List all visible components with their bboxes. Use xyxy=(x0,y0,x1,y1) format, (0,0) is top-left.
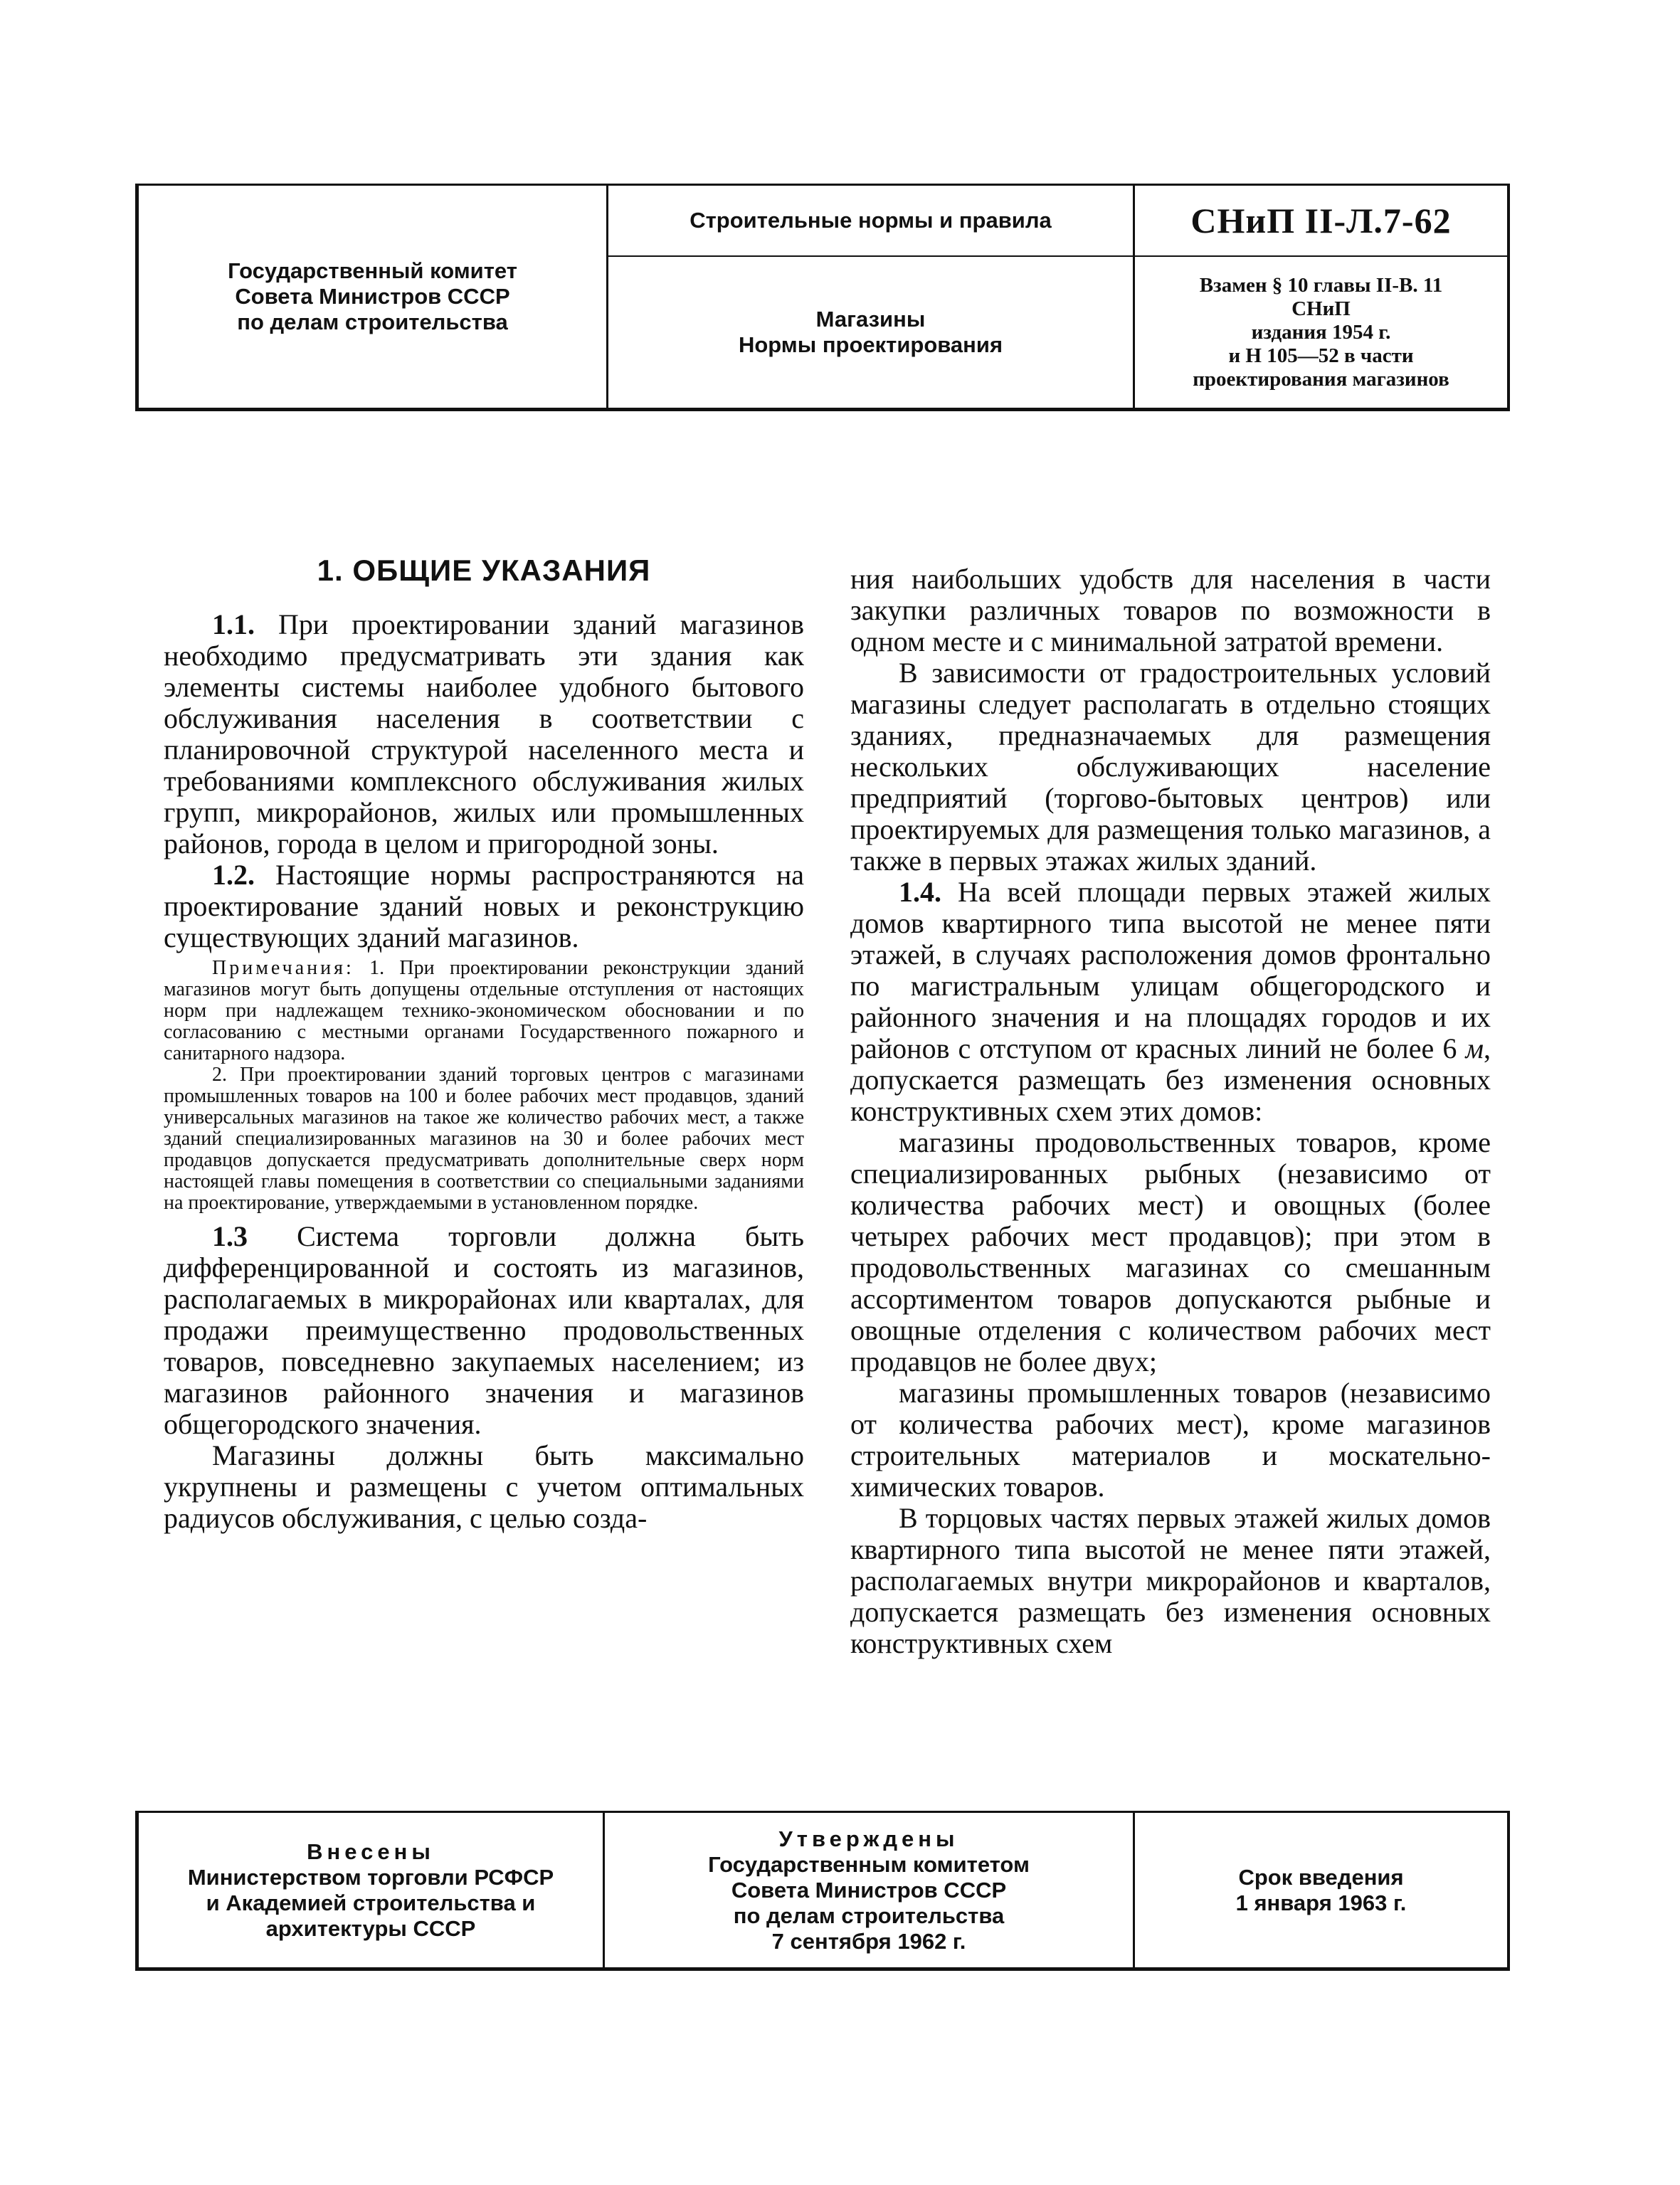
list-item-industrial-stores: магазины промышленных товаров (независимо от количества рабочих мест), кроме магазинов строительных материалов и москательно-химических товаров. xyxy=(850,1377,1491,1503)
approved-block xyxy=(708,1826,1030,1954)
clause-1-3 xyxy=(164,1221,804,1440)
replaces-note: Взамен § 10 главы II-В. 11 СНиП издания 1954 г. и Н 105—52 в части проектирования магазинов xyxy=(1193,273,1449,391)
clause-text: При проектировании зданий магазинов необходимо предусматривать эти здания как элементы системы наиболее удобного бытового обслуживания населения в соответствии с планировочной структурой населенного места и требованиями комплексного обслуживания жилых групп, микрорайонов, жилых или промышленных районов, города в целом и пригородной зоны. xyxy=(164,608,804,859)
introduced-cell xyxy=(139,1813,605,1967)
note-2: 2. При проектировании зданий торговых центров с магазинами промышленных товаров на 100 и более рабочих мест продавцов, зданий универсальных магазинов на такое же количество рабочих мест, а также зданий специализированных магазинов на 30 и более рабочих мест продавцов допускается предусматривать дополнительные сверх норм настоящей главы помещения в соответствии со специальными заданиями на проектирование, утверждаемыми в установленном порядке. xyxy=(164,1064,804,1214)
paragraph: Магазины должны быть максимально укрупнены и размещены с учетом оптимальных радиусов обслуживания, с целью созда- xyxy=(164,1439,804,1534)
unit: м xyxy=(1465,1032,1484,1064)
clause-text: Настоящие нормы распространяются на проектирование зданий новых и реконструкцию существующих зданий магазинов. xyxy=(164,859,804,953)
clause-number: 1.2. xyxy=(212,859,255,891)
paragraph-continuation: ния наибольших удобств для населения в части закупки различных товаров по возможности в одном месте и с минимальной затратой времени. xyxy=(850,563,1491,657)
introduced-block xyxy=(188,1839,554,1942)
clause-text-end: , допускается размещать без изменения основных конструктивных схем этих домов: xyxy=(850,1032,1491,1127)
clause-number: 1.3 xyxy=(212,1220,248,1252)
committee-name: Государственный комитет Совета Министров СССР по делам строительства xyxy=(228,258,517,334)
approved-by: Государственным комитетом Совета Министров СССР по делам строительства 7 сентября 1962 г. xyxy=(708,1851,1030,1954)
approved-cell xyxy=(605,1813,1135,1967)
notes-block xyxy=(164,958,804,1214)
effective-date: Срок введения 1 января 1963 г. xyxy=(1235,1864,1407,1915)
introduced-by: Министерством торговли РСФСР и Академией строительства и архитектуры СССР xyxy=(187,1864,554,1941)
notes-label: Примечания: xyxy=(212,957,354,979)
list-item-food-stores: магазины продовольственных товаров, кроме специализированных рыбных (независимо от количества рабочих мест) и овощных (более четырех рабочих мест продавцов); при этом в продовольственных магазинах со смешанным ассортиментом товаров допускаются рыбные и овощные отделения с количеством рабочих мест продавцов не более двух; xyxy=(850,1126,1491,1377)
norms-title-row xyxy=(608,186,1133,257)
code-cell xyxy=(1135,186,1507,408)
document-code: СНиП II-Л.7-62 xyxy=(1190,201,1452,240)
document-subject: Магазины Нормы проектирования xyxy=(738,307,1003,357)
introduced-title: Внесены xyxy=(307,1839,435,1864)
left-column xyxy=(164,555,804,1534)
note-text: 1. При проектировании реконструкции зданий магазинов могут быть допущены отдельные отступления от настоящих норм при надлежащем технико-экономическом обосновании и по согласованию с местными органами Государственного пожарного и санитарного надзора. xyxy=(164,957,804,1064)
effective-cell xyxy=(1135,1813,1507,1967)
clause-number: 1.1. xyxy=(212,608,255,640)
code-row xyxy=(1135,186,1507,257)
footer-table xyxy=(135,1811,1510,1971)
committee-cell xyxy=(139,186,608,408)
clause-1-4 xyxy=(850,877,1491,1127)
paragraph: В торцовых частях первых этажей жилых домов квартирного типа высотой не менее пяти этажей, располагаемых внутри микрорайонов и кварталов, допускается размещать без изменения основных конструктивных схем xyxy=(850,1502,1491,1659)
approved-title: Утверждены xyxy=(778,1826,959,1851)
clause-1-2 xyxy=(164,859,804,953)
replaces-row xyxy=(1135,257,1507,408)
paragraph: В зависимости от градостроительных условий магазины следует располагать в отдельно стоящих зданиях, предназначаемых для размещения нескольких обслуживающих население предприятий (торгово-бытовых центров) или проектируемых для размещения только магазинов, а также в первых этажах жилых зданий. xyxy=(850,657,1491,877)
header-table xyxy=(135,184,1510,411)
clause-text: Система торговли должна быть дифференцированной и состоять из магазинов, располагаемых в микрорайонах или кварталах, для продажи преимущественно продовольственных товаров, повседневно закупаемых населением; из магазинов районного значения и магазинов общегородского значения. xyxy=(164,1220,804,1440)
right-column xyxy=(850,564,1491,1659)
clause-number: 1.4. xyxy=(899,876,941,908)
clause-1-1 xyxy=(164,609,804,859)
section-heading: 1. ОБЩИЕ УКАЗАНИЯ xyxy=(317,554,651,587)
subject-row xyxy=(608,257,1133,408)
title-cell xyxy=(608,186,1135,408)
norms-title: Строительные нормы и правила xyxy=(690,208,1052,233)
clause-text: На всей площади первых этажей жилых домов квартирного типа высотой не менее пяти этажей, в случаях расположения домов фронтально по магистральным улицам общегородского и районного значения и на площадях городов и их районов с отступом от красных линий не более 6 xyxy=(850,876,1491,1064)
note-1 xyxy=(164,958,804,1064)
